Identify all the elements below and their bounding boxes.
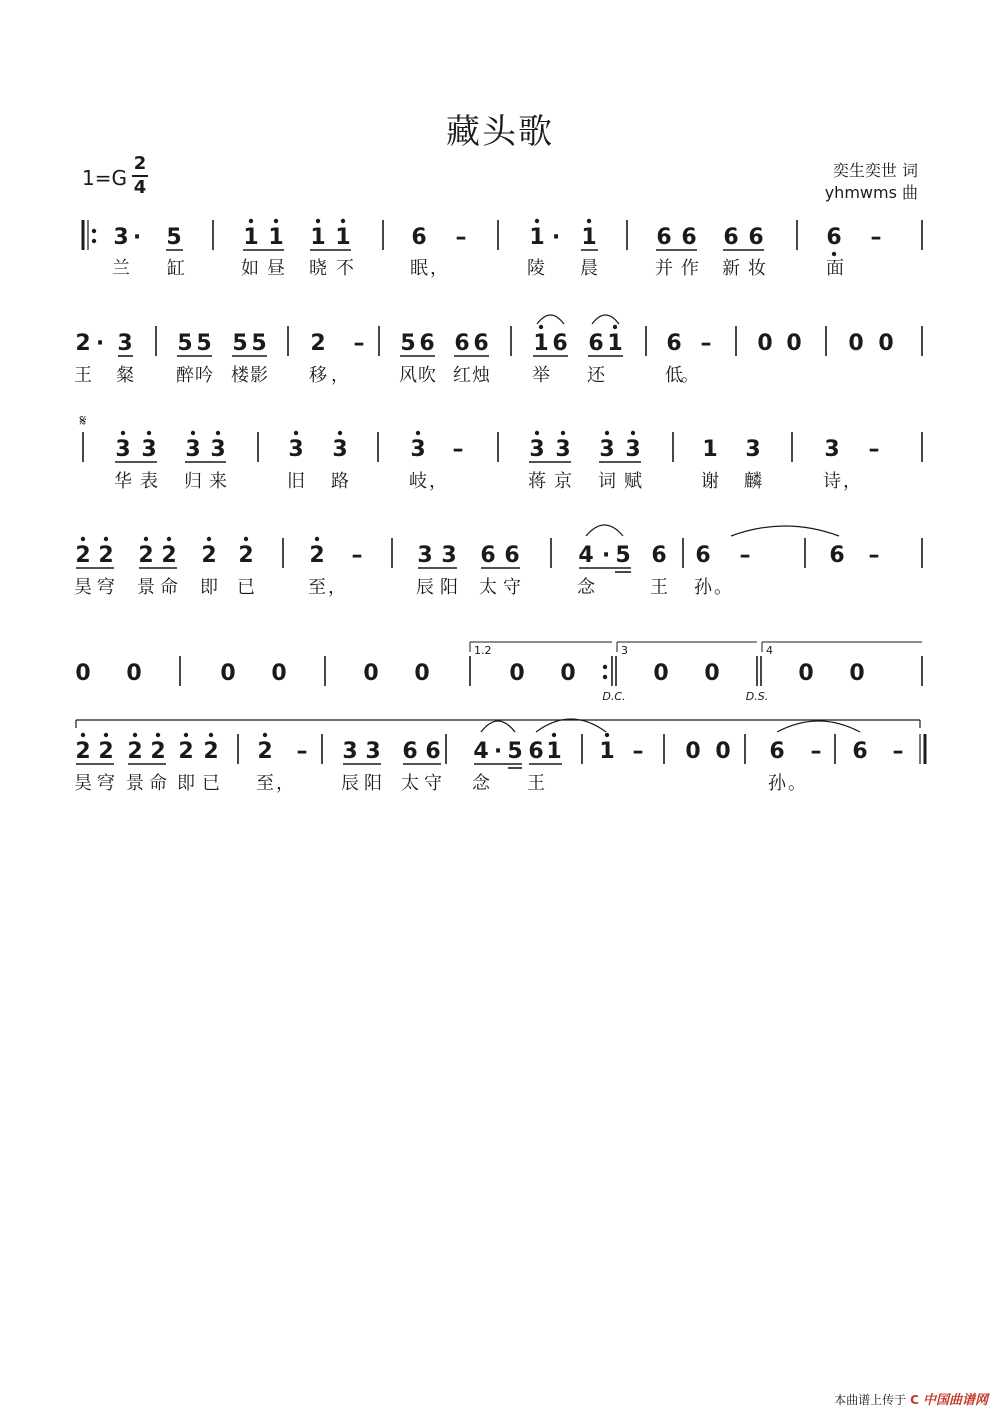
note: 4 (473, 739, 489, 764)
note: 3 (141, 437, 157, 462)
lyric-char: 并 (655, 258, 673, 279)
note: 0 (704, 661, 720, 686)
lyric-char: 陵 (527, 258, 545, 279)
octave-dot-high (605, 733, 609, 737)
octave-dot-high (147, 431, 151, 435)
lyric-char: 吟 (195, 365, 213, 386)
note: 0 (685, 739, 701, 764)
octave-dot-high (561, 431, 565, 435)
lyric-char: 举 (532, 365, 550, 386)
lyric-char: 路 (331, 471, 349, 492)
note: – (700, 331, 712, 356)
note: 0 (75, 661, 91, 686)
lyric-char: 昼 (267, 258, 285, 279)
note: – (455, 225, 467, 250)
lyric-char: 太 (479, 577, 497, 598)
note: 1 (533, 331, 549, 356)
lyric-char: 移 (309, 365, 327, 386)
lyric-char: 即 (177, 773, 195, 794)
lyric-char: 王 (527, 773, 545, 794)
note: 3 (365, 739, 381, 764)
dc-mark: D.C. (602, 690, 626, 703)
lyric-char: 词 (598, 471, 616, 492)
lyric-char: 低 (665, 365, 683, 386)
slur (592, 315, 619, 324)
lyric-char: 表 (140, 471, 158, 492)
note: 0 (798, 661, 814, 686)
note: 1 (310, 225, 326, 250)
note: 3 (824, 437, 840, 462)
lyric-char: 妆 (748, 258, 766, 279)
lyric-char: 景 (126, 773, 144, 794)
lyric-char: ， (429, 471, 447, 492)
lyric-char: 太 (401, 773, 419, 794)
note: 1 (702, 437, 718, 462)
repeat-dot (92, 229, 96, 233)
note: 6 (748, 225, 764, 250)
volta-number: 1.2 (474, 644, 492, 657)
octave-dot-high (416, 431, 420, 435)
note: 3 (332, 437, 348, 462)
octave-dot-high (144, 537, 148, 541)
note: 3 (529, 437, 545, 462)
note: 3 (599, 437, 615, 462)
note: – (739, 543, 751, 568)
lyric-char: 穹 (97, 577, 115, 598)
lyric-char: 眠 (410, 258, 428, 279)
slur (586, 525, 623, 536)
octave-dot-high (294, 431, 298, 435)
repeat-dot (92, 239, 96, 243)
octave-dot-high (552, 733, 556, 737)
lyric-char: 念 (472, 773, 490, 794)
note: 6 (651, 543, 667, 568)
site-logo-icon: C (910, 1393, 919, 1407)
note: 6 (656, 225, 672, 250)
note: 1 (607, 331, 623, 356)
note: 2 (203, 739, 219, 764)
octave-dot-high (191, 431, 195, 435)
note: 5 (615, 543, 631, 568)
note: 0 (220, 661, 236, 686)
note: 5 (232, 331, 248, 356)
lyric-char: 王 (74, 365, 92, 386)
lyric-char: 昊 (74, 577, 92, 598)
slur (481, 721, 515, 732)
octave-dot-high (167, 537, 171, 541)
repeat-dot (603, 665, 607, 669)
lyric-char: 已 (237, 577, 255, 598)
lyric-char: 穹 (97, 773, 115, 794)
note: 2 (161, 543, 177, 568)
note: 2 (309, 543, 325, 568)
lyric-char: 烛 (472, 365, 490, 386)
lyric-char: 阳 (364, 773, 382, 794)
lyric-char: 风 (399, 365, 417, 386)
note: 0 (848, 331, 864, 356)
lyric-char: 如 (241, 258, 259, 279)
note: – (870, 225, 882, 250)
lyric-char: 面 (826, 258, 844, 279)
lyric-char: 新 (722, 258, 740, 279)
lyric-char: 华 (114, 471, 132, 492)
octave-dot-high (631, 431, 635, 435)
note: 3 (288, 437, 304, 462)
note: · (95, 331, 105, 356)
note: – (351, 543, 363, 568)
note: 6 (826, 225, 842, 250)
lyric-char: 即 (200, 577, 218, 598)
note: 3 (185, 437, 201, 462)
lyric-char: 不 (336, 258, 354, 279)
lyric-char: 辰 (341, 773, 359, 794)
note: 3 (117, 331, 133, 356)
lyric-char: 兰 (112, 258, 130, 279)
lyric-char: 。 (681, 365, 699, 386)
octave-dot-high (587, 219, 591, 223)
note: 3 (625, 437, 641, 462)
note: – (353, 331, 365, 356)
lyric-char: ， (843, 471, 861, 492)
lyric-char: 粲 (116, 365, 134, 386)
lyric-char: 命 (160, 577, 178, 598)
note: 1 (529, 225, 545, 250)
octave-dot-high (156, 733, 160, 737)
note: 3 (410, 437, 426, 462)
lyric-char: 赋 (624, 471, 642, 492)
meter-denominator: 4 (133, 176, 147, 198)
octave-dot-high (341, 219, 345, 223)
note: 6 (695, 543, 711, 568)
note: 5 (166, 225, 182, 250)
footer-prefix: 本曲谱上传于 (834, 1393, 907, 1407)
note: 0 (414, 661, 430, 686)
note: 2 (75, 543, 91, 568)
slur (777, 721, 860, 732)
octave-dot-high (535, 219, 539, 223)
octave-dot-high (184, 733, 188, 737)
lyric-char: 晨 (580, 258, 598, 279)
footer-site-name: 中国曲谱网 (922, 1393, 988, 1408)
note: 5 (177, 331, 193, 356)
note: 3 (210, 437, 226, 462)
note: 6 (419, 331, 435, 356)
note: – (452, 437, 464, 462)
note: 3 (417, 543, 433, 568)
note: · (132, 225, 142, 250)
note: 2 (201, 543, 217, 568)
note: 1 (599, 739, 615, 764)
octave-dot-high (535, 431, 539, 435)
lyric-char: 还 (587, 365, 605, 386)
key-signature: 1=G (82, 166, 127, 190)
lyric-char: 已 (202, 773, 220, 794)
note: 0 (786, 331, 802, 356)
note: 6 (588, 331, 604, 356)
octave-dot-high (121, 431, 125, 435)
lyric-char: 命 (149, 773, 167, 794)
note: – (810, 739, 822, 764)
slur (731, 526, 839, 536)
note: 3 (441, 543, 457, 568)
repeat-dot (603, 675, 607, 679)
lyric-char: 念 (577, 577, 595, 598)
note: 4 (578, 543, 594, 568)
note: 0 (757, 331, 773, 356)
note: 2 (257, 739, 273, 764)
lyric-char: 醉 (176, 365, 194, 386)
note: 6 (454, 331, 470, 356)
lyric-char: 诗 (823, 471, 841, 492)
note: 5 (400, 331, 416, 356)
note: 2 (238, 543, 254, 568)
note: 3 (745, 437, 761, 462)
octave-dot-high (244, 537, 248, 541)
note: 6 (681, 225, 697, 250)
octave-dot-high (605, 431, 609, 435)
lyric-char: 辰 (416, 577, 434, 598)
ds-mark: D.S. (745, 690, 769, 703)
note: 2 (127, 739, 143, 764)
octave-dot-high (209, 733, 213, 737)
octave-dot-high (104, 733, 108, 737)
octave-dot-high (216, 431, 220, 435)
note: 6 (552, 331, 568, 356)
note: 2 (98, 739, 114, 764)
slur (537, 315, 564, 324)
lyric-char: 孙 (768, 773, 786, 794)
lyric-char: 岐 (409, 471, 427, 492)
octave-dot-high (207, 537, 211, 541)
note: 1 (335, 225, 351, 250)
note: 0 (849, 661, 865, 686)
lyric-char: 晓 (309, 258, 327, 279)
octave-dot-high (81, 537, 85, 541)
note: 6 (666, 331, 682, 356)
octave-dot-high (613, 325, 617, 329)
note: 6 (769, 739, 785, 764)
lyric-char: 守 (503, 577, 521, 598)
lyric-char: 京 (554, 471, 572, 492)
segno-sign: 𝄋 (79, 411, 87, 430)
note: 2 (150, 739, 166, 764)
octave-dot-high (539, 325, 543, 329)
volta-number: 3 (621, 644, 628, 657)
note: 0 (715, 739, 731, 764)
volta-number: 4 (766, 644, 773, 657)
octave-dot-low (832, 252, 836, 256)
note: 0 (271, 661, 287, 686)
note: 0 (653, 661, 669, 686)
note: 5 (251, 331, 267, 356)
note: 5 (196, 331, 212, 356)
note: 2 (98, 543, 114, 568)
lyric-char: 缸 (167, 258, 185, 279)
octave-dot-high (274, 219, 278, 223)
lyric-char: ， (328, 577, 346, 598)
lyric-char: 。 (714, 577, 732, 598)
lyric-char: 王 (650, 577, 668, 598)
note: 6 (528, 739, 544, 764)
lyric-char: 归 (184, 471, 202, 492)
lyric-char: ， (331, 365, 349, 386)
lyric-char: 守 (424, 773, 442, 794)
note: · (493, 739, 503, 764)
slur (536, 719, 606, 732)
octave-dot-high (249, 219, 253, 223)
lyric-char: 吹 (418, 365, 436, 386)
note: 3 (342, 739, 358, 764)
octave-dot-high (316, 219, 320, 223)
note: 0 (509, 661, 525, 686)
lyric-char: 影 (250, 365, 268, 386)
song-title: 藏头歌 (446, 112, 554, 152)
lyric-char: 阳 (440, 577, 458, 598)
note: 2 (310, 331, 326, 356)
note: 3 (115, 437, 131, 462)
note: 2 (75, 331, 91, 356)
note: 1 (243, 225, 259, 250)
octave-dot-high (263, 733, 267, 737)
lyric-char: 来 (209, 471, 227, 492)
note: 1 (268, 225, 284, 250)
note: 6 (473, 331, 489, 356)
lyric-char: 至 (256, 773, 274, 794)
note: · (551, 225, 561, 250)
lyric-char: 昊 (74, 773, 92, 794)
note: 6 (411, 225, 427, 250)
lyric-char: 蒋 (528, 471, 546, 492)
note: 6 (504, 543, 520, 568)
note: 2 (178, 739, 194, 764)
lyric-char: 景 (137, 577, 155, 598)
note: 1 (546, 739, 562, 764)
octave-dot-high (338, 431, 342, 435)
note: 0 (560, 661, 576, 686)
lyric-char: 孙 (694, 577, 712, 598)
note: – (296, 739, 308, 764)
note: 6 (402, 739, 418, 764)
note: 0 (363, 661, 379, 686)
note: – (868, 437, 880, 462)
note: 3 (555, 437, 571, 462)
lyric-char: 红 (453, 365, 471, 386)
note: 6 (829, 543, 845, 568)
meter-numerator: 2 (133, 153, 147, 174)
lyric-char: 。 (788, 773, 806, 794)
composer-credit: yhmwms 曲 (824, 183, 918, 202)
note: 2 (138, 543, 154, 568)
note: 6 (425, 739, 441, 764)
note: 6 (852, 739, 868, 764)
note: 6 (480, 543, 496, 568)
lyric-char: 作 (681, 258, 699, 279)
octave-dot-high (104, 537, 108, 541)
note: 0 (126, 661, 142, 686)
lyric-char: 至 (308, 577, 326, 598)
octave-dot-high (315, 537, 319, 541)
note: 6 (723, 225, 739, 250)
lyric-char: ， (430, 258, 448, 279)
note: 0 (878, 331, 894, 356)
note: 2 (75, 739, 91, 764)
note: – (892, 739, 904, 764)
lyric-char: 楼 (231, 365, 249, 386)
lyricist-credit: 奕生奕世 词 (832, 161, 918, 180)
lyric-char: 旧 (287, 471, 305, 492)
lyric-char: 谢 (701, 471, 719, 492)
note: 1 (581, 225, 597, 250)
note: 5 (507, 739, 523, 764)
note: – (868, 543, 880, 568)
note: · (601, 543, 611, 568)
lyric-char: 麟 (744, 471, 762, 492)
note: – (632, 739, 644, 764)
octave-dot-high (133, 733, 137, 737)
octave-dot-high (81, 733, 85, 737)
note: 3 (113, 225, 129, 250)
lyric-char: ， (276, 773, 294, 794)
footer-credit (834, 1389, 988, 1408)
